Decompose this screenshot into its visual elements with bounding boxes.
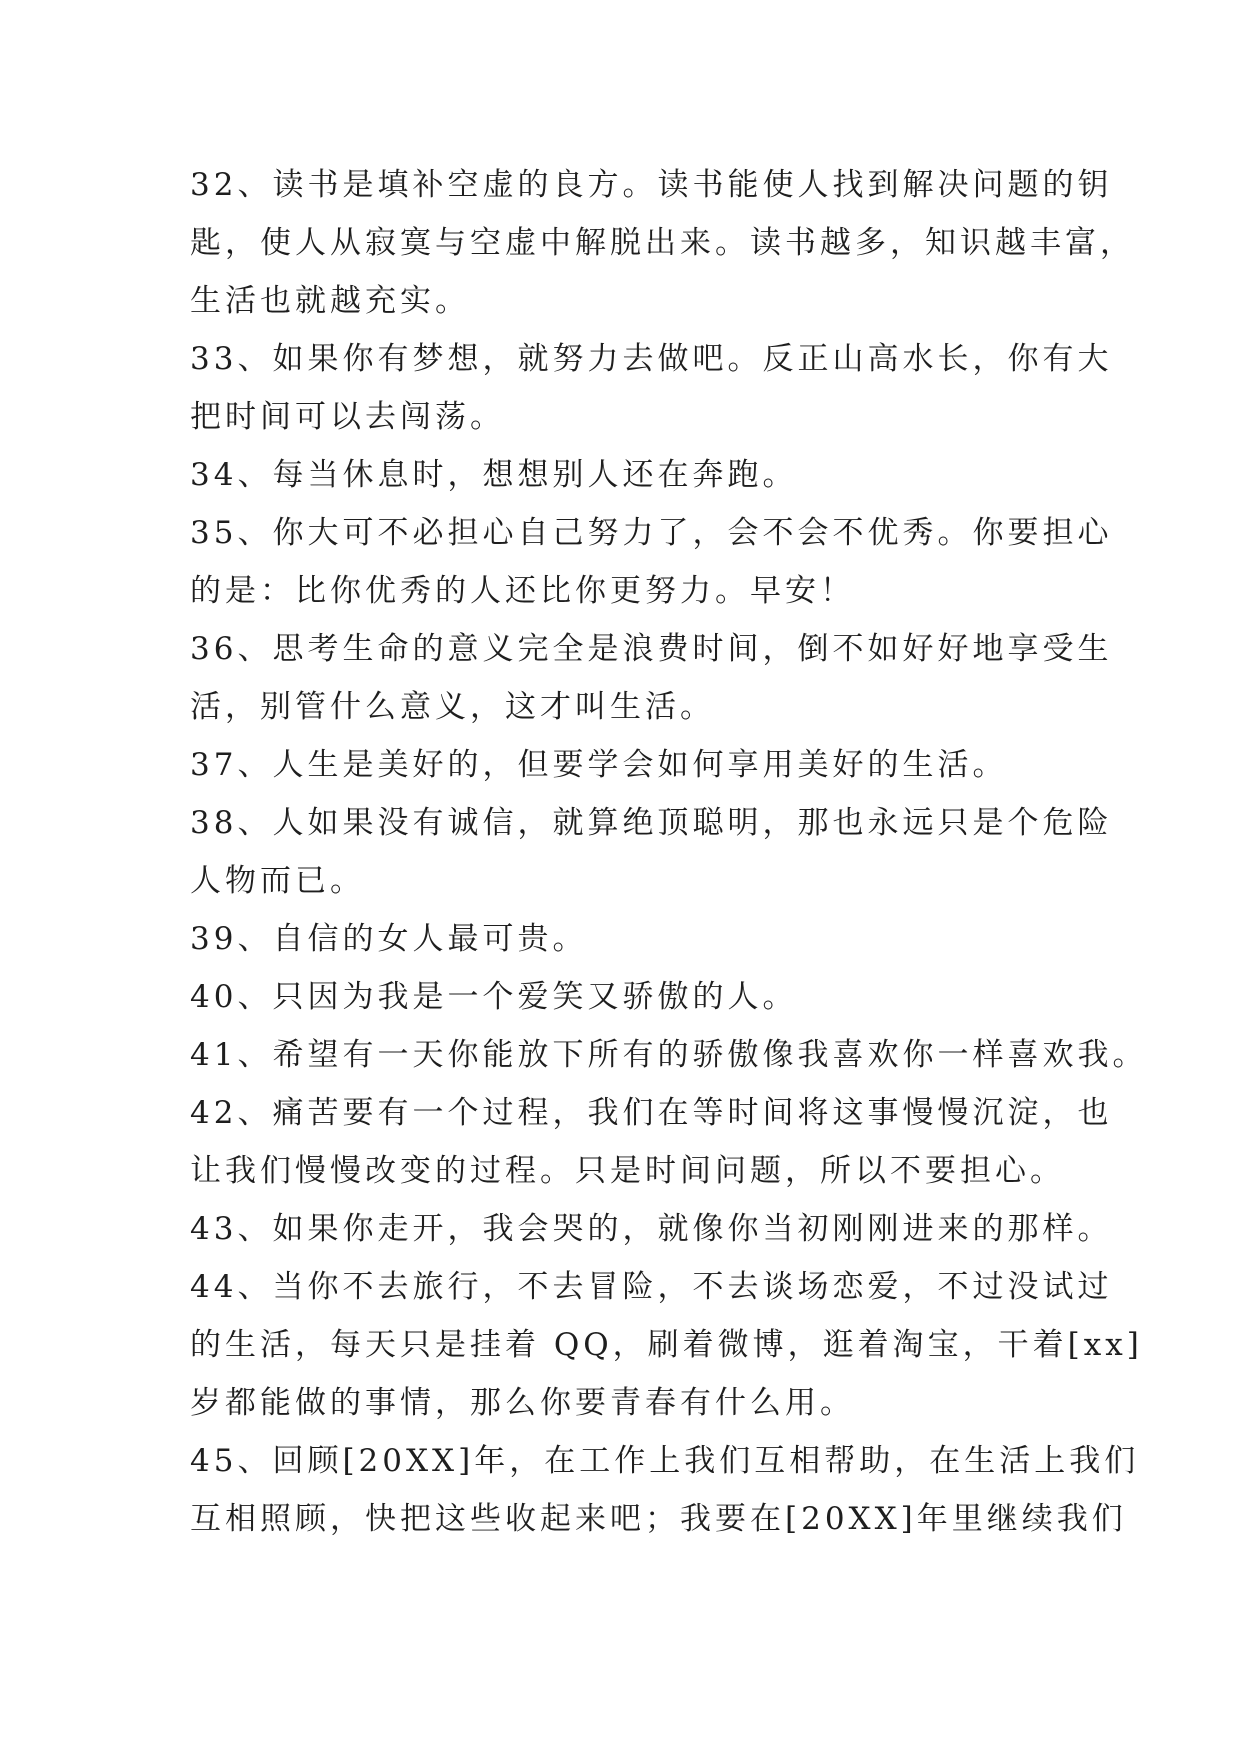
text-line: 生活也就越充实。: [190, 283, 470, 319]
text-line: 岁都能做的事情，那么你要青春有什么用。: [190, 1385, 855, 1421]
text-line: 39、自信的女人最可贵。: [190, 921, 588, 957]
text-line: 人物而已。: [190, 863, 365, 899]
text-line: 43、如果你走开，我会哭的，就像你当初刚刚进来的那样。: [190, 1211, 1113, 1247]
text-line: 把时间可以去闯荡。: [190, 399, 505, 435]
text-line: 匙，使人从寂寞与空虚中解脱出来。读书越多，知识越丰富，: [190, 225, 1135, 261]
text-line: 42、痛苦要有一个过程，我们在等时间将这事慢慢沉淀，也: [190, 1095, 1113, 1131]
text-line: 活，别管什么意义，这才叫生活。: [190, 689, 715, 725]
text-line: 32、读书是填补空虚的良方。读书能使人找到解决问题的钥: [190, 167, 1113, 203]
document-body: [190, 156, 1148, 1548]
text-line: 让我们慢慢改变的过程。只是时间问题，所以不要担心。: [190, 1153, 1065, 1189]
text-line: 40、只因为我是一个爱笑又骄傲的人。: [190, 979, 798, 1015]
text-line: 34、每当休息时，想想别人还在奔跑。: [190, 457, 798, 493]
text-line: 44、当你不去旅行，不去冒险，不去谈场恋爱，不过没试过: [190, 1269, 1113, 1305]
text-line: 互相照顾，快把这些收起来吧；我要在[20XX]年里继续我们: [190, 1501, 1127, 1537]
text-line: 的生活，每天只是挂着 QQ，刷着微博，逛着淘宝，干着[xx]: [190, 1327, 1143, 1363]
text-line: 37、人生是美好的，但要学会如何享用美好的生活。: [190, 747, 1008, 783]
text-line: 38、人如果没有诚信，就算绝顶聪明，那也永远只是个危险: [190, 805, 1113, 841]
text-line: 41、希望有一天你能放下所有的骄傲像我喜欢你一样喜欢我。: [190, 1037, 1148, 1073]
text-line: 36、思考生命的意义完全是浪费时间，倒不如好好地享受生: [190, 631, 1113, 667]
text-line: 45、回顾[20XX]年，在工作上我们互相帮助，在生活上我们: [190, 1443, 1140, 1479]
text-line: 的是：比你优秀的人还比你更努力。早安！: [190, 573, 855, 609]
text-line: 35、你大可不必担心自己努力了，会不会不优秀。你要担心: [190, 515, 1113, 551]
text-line: 33、如果你有梦想，就努力去做吧。反正山高水长，你有大: [190, 341, 1113, 377]
